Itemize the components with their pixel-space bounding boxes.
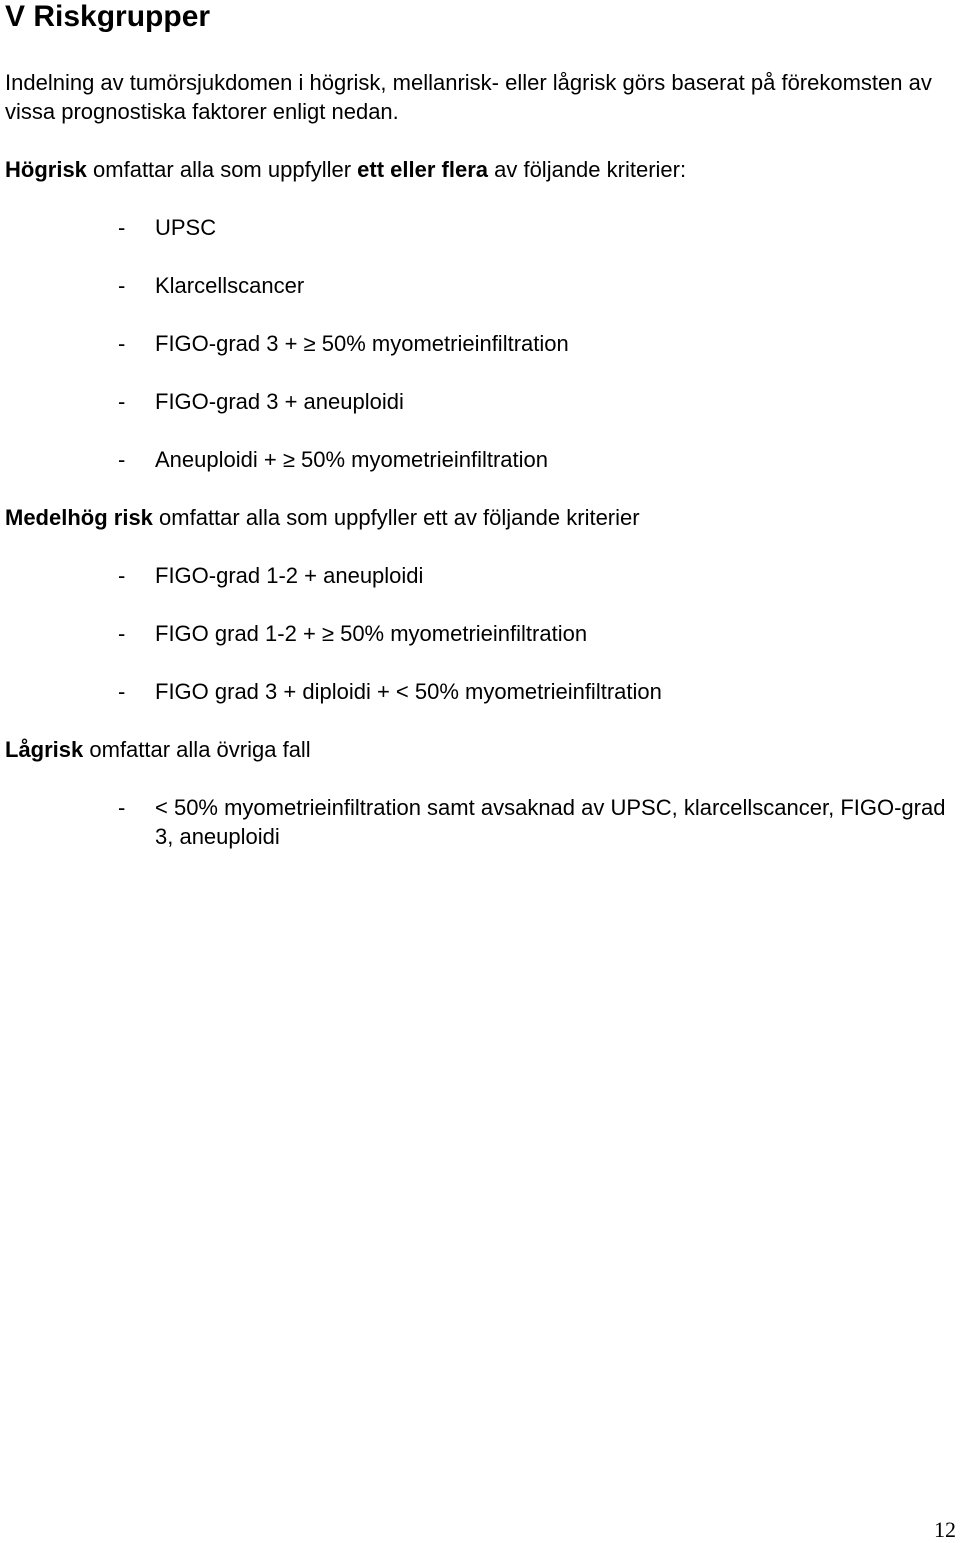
list-item <box>5 793 950 851</box>
criterion-text: FIGO grad 1-2 + ≥ 50% myometrieinfiltration <box>155 621 588 646</box>
criterion-text: FIGO-grad 1-2 + aneuploidi <box>155 563 424 588</box>
high-risk-criteria <box>5 213 950 474</box>
low-risk-intro <box>5 735 950 764</box>
low-risk-criteria <box>5 793 950 851</box>
list-item <box>5 329 950 358</box>
intro-paragraph: Indelning av tumörsjukdomen i högrisk, mellanrisk- eller lågrisk görs baserat på förekomsten av vissa prognostiska faktorer enligt nedan. <box>5 70 932 124</box>
page-title: V Riskgrupper <box>5 0 211 33</box>
medium-risk-text: omfattar alla som uppfyller ett av följande kriterier <box>152 505 640 530</box>
criterion-text: < 50% myometrieinfiltration samt avsaknad av UPSC, klarcellscancer, FIGO-grad 3, aneuploidi <box>155 795 946 849</box>
list-item <box>5 271 950 300</box>
bullet-dash: - <box>118 273 126 298</box>
low-risk-term: Lågrisk <box>5 737 84 762</box>
criterion-text: FIGO-grad 3 + aneuploidi <box>155 389 404 414</box>
page-number: 12 <box>934 1517 956 1542</box>
high-risk-text-a: omfattar alla som uppfyller <box>86 157 358 182</box>
bullet-dash: - <box>118 447 126 472</box>
criterion-text: Aneuploidi + ≥ 50% myometrieinfiltration <box>155 447 548 472</box>
high-risk-intro <box>5 155 950 184</box>
list-item <box>5 387 950 416</box>
high-risk-text-b: av följande kriterier: <box>488 157 687 182</box>
page-content <box>5 0 950 851</box>
list-item <box>5 561 950 590</box>
bullet-dash: - <box>118 621 126 646</box>
bullet-dash: - <box>118 563 126 588</box>
list-item <box>5 213 950 242</box>
high-risk-term: Högrisk <box>5 157 87 182</box>
criterion-text: Klarcellscancer <box>155 273 305 298</box>
medium-risk-intro <box>5 503 950 532</box>
list-item <box>5 445 950 474</box>
criterion-text: FIGO-grad 3 + ≥ 50% myometrieinfiltration <box>155 331 569 356</box>
bullet-dash: - <box>118 215 126 240</box>
high-risk-emphasis: ett eller flera <box>357 157 488 182</box>
medium-risk-criteria <box>5 561 950 706</box>
list-item <box>5 677 950 706</box>
criterion-text: UPSC <box>155 215 217 240</box>
list-item <box>5 619 950 648</box>
criterion-text: FIGO grad 3 + diploidi + < 50% myometrieinfiltration <box>155 679 662 704</box>
medium-risk-term: Medelhög risk <box>5 505 153 530</box>
bullet-dash: - <box>118 795 126 820</box>
low-risk-text: omfattar alla övriga fall <box>83 737 311 762</box>
bullet-dash: - <box>118 389 126 414</box>
bullet-dash: - <box>118 331 126 356</box>
bullet-dash: - <box>118 679 126 704</box>
